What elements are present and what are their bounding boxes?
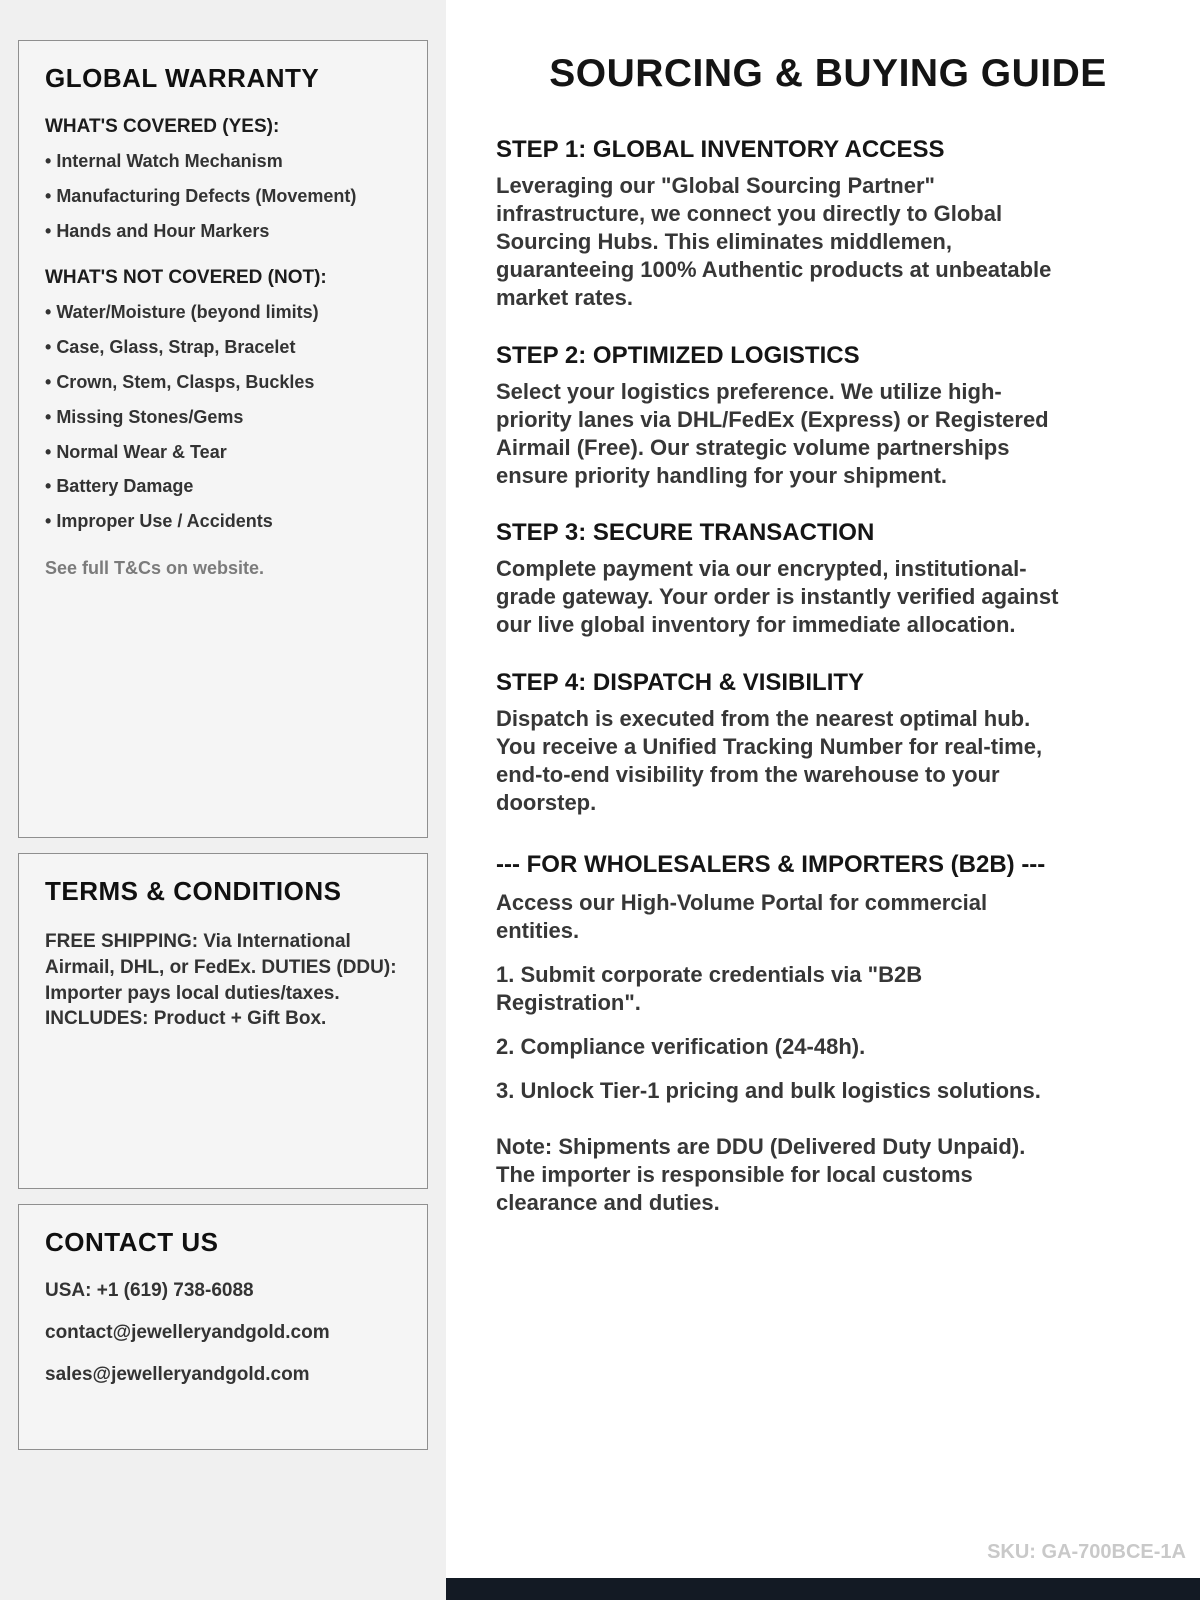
list-item: • Missing Stones/Gems <box>45 408 401 428</box>
b2b-heading: --- FOR WHOLESALERS & IMPORTERS (B2B) --- <box>496 851 1046 878</box>
list-item: • Battery Damage <box>45 477 401 497</box>
warranty-box <box>18 40 428 838</box>
list-item: • Internal Watch Mechanism <box>45 152 401 172</box>
not-covered-heading: WHAT'S NOT COVERED (NOT): <box>45 267 327 289</box>
contact-title: CONTACT US <box>45 1227 219 1257</box>
terms-box <box>18 853 428 1189</box>
step-3 <box>496 519 1160 639</box>
sidebar <box>0 0 446 1600</box>
step-4 <box>496 669 1160 817</box>
covered-list <box>45 152 401 241</box>
b2b-item-1: 1. Submit corporate credentials via "B2B Registration". <box>496 961 923 1015</box>
list-item: • Case, Glass, Strap, Bracelet <box>45 338 401 358</box>
list-item: • Water/Moisture (beyond limits) <box>45 303 401 323</box>
step-3-heading: STEP 3: SECURE TRANSACTION <box>496 519 875 547</box>
contact-phone: USA: +1 (619) 738-6088 <box>45 1280 254 1301</box>
list-item: • Hands and Hour Markers <box>45 222 401 242</box>
main-content <box>446 0 1200 1600</box>
list-item: • Normal Wear & Tear <box>45 443 401 463</box>
terms-body: FREE SHIPPING: Via International Airmail, DHL, or FedEx. DUTIES (DDU): Importer pays local duties/taxes. INCLUDES: Product + Gift Box. <box>45 931 397 1030</box>
step-2-heading: STEP 2: OPTIMIZED LOGISTICS <box>496 341 860 369</box>
contact-email-primary: contact@jewelleryandgold.com <box>45 1322 330 1343</box>
list-item: • Improper Use / Accidents <box>45 512 401 532</box>
step-1-heading: STEP 1: GLOBAL INVENTORY ACCESS <box>496 136 945 163</box>
b2b-item-3: 3. Unlock Tier-1 pricing and bulk logistics solutions. <box>496 1077 1041 1103</box>
b2b-section <box>496 851 1160 1216</box>
covered-heading: WHAT'S COVERED (YES): <box>45 116 280 137</box>
terms-title: TERMS & CONDITIONS <box>45 876 342 906</box>
step-2 <box>496 342 1160 490</box>
step-1-body: Leveraging our "Global Sourcing Partner" infrastructure, we connect you directly to Global Sourcing Hubs. This eliminates middlemen, guaranteeing 100% Authentic products at unbeatable market rates. <box>496 173 1052 310</box>
step-2-body: Select your logistics preference. We utilize high-priority lanes via DHL/FedEx (Express) or Registered Airmail (Free). Our strategic volume partnerships ensure priority handling for your shipment. <box>496 378 1049 488</box>
b2b-note: Note: Shipments are DDU (Delivered Duty Unpaid). The importer is responsible for local customs clearance and duties. <box>496 1133 1026 1215</box>
bottom-bar <box>446 1578 1200 1600</box>
step-4-body: Dispatch is executed from the nearest optimal hub. You receive a Unified Tracking Number for real-time, end-to-end visibility from the warehouse to your doorstep. <box>496 706 1043 816</box>
warranty-footnote: See full T&Cs on website. <box>45 557 265 578</box>
warranty-title: GLOBAL WARRANTY <box>45 63 320 93</box>
list-item: • Manufacturing Defects (Movement) <box>45 187 401 207</box>
b2b-item-2: 2. Compliance verification (24-48h). <box>496 1033 866 1059</box>
contact-email-sales: sales@jewelleryandgold.com <box>45 1364 310 1385</box>
page-title: SOURCING & BUYING GUIDE <box>549 52 1107 95</box>
not-covered-list <box>45 303 401 532</box>
step-4-heading: STEP 4: DISPATCH & VISIBILITY <box>496 669 865 697</box>
step-3-body: Complete payment via our encrypted, institutional-grade gateway. Your order is instantly verified against our live global inventory for immediate allocation. <box>496 556 1059 638</box>
contact-box <box>18 1204 428 1450</box>
b2b-intro: Access our High-Volume Portal for commercial entities. <box>496 890 988 943</box>
sku-label: SKU: GA-700BCE-1A <box>987 1541 1186 1563</box>
list-item: • Crown, Stem, Clasps, Buckles <box>45 373 401 393</box>
step-1 <box>496 136 1160 312</box>
